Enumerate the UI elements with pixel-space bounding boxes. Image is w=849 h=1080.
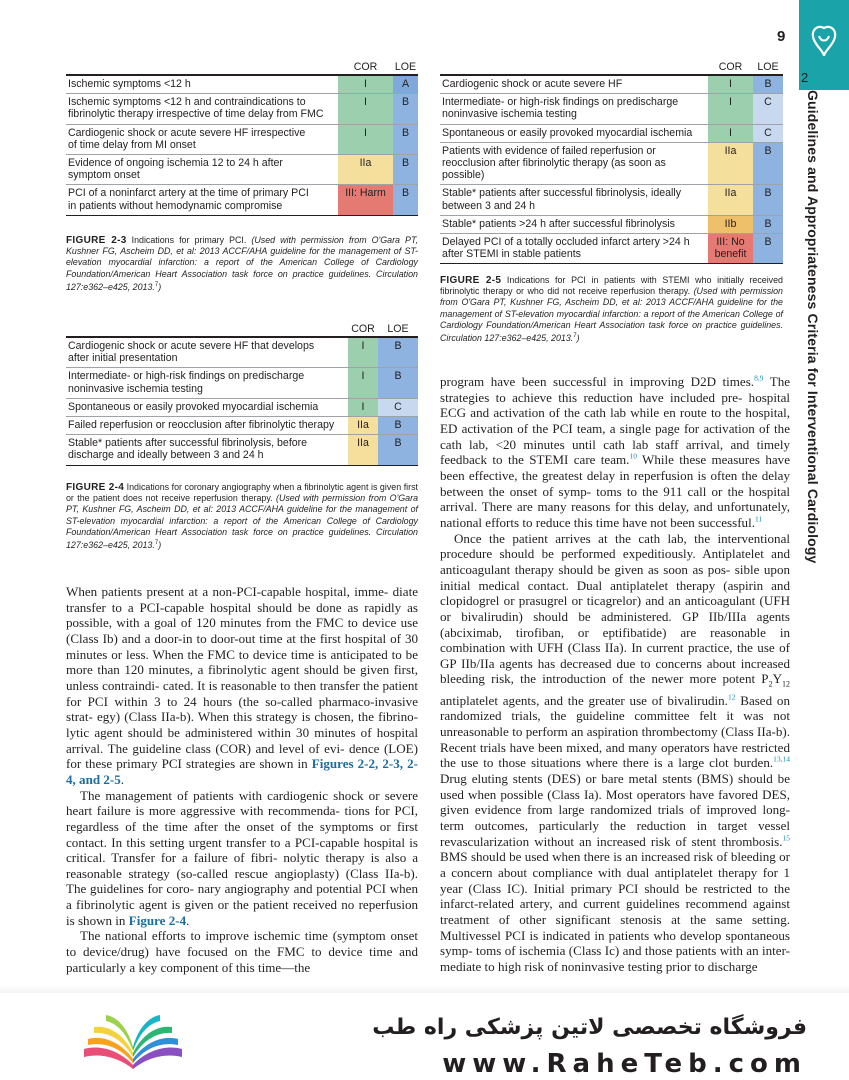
- text-line: those situations where there is a large clot burden.: [498, 755, 774, 771]
- caption-ref: 7: [573, 333, 577, 340]
- row-description: [68, 401, 350, 413]
- cor-cell: I: [338, 94, 393, 123]
- text-line: improved long-term outcomes, particularly the reduction in: [440, 802, 790, 833]
- text-line: and anticoagulant therapy should be given as soon as pos-: [440, 546, 790, 577]
- caption-source: (Used with permission from O'Gara PT, Kushner FG, Ascheim DD, et al: 2013 ACCF/AHA guideline for the management of ST-elevation myocardial infarction: a report of the American College of Cardiology Foundation/American Heart Association task force on practice guidelines. Circulation 127:e362–e425, 2013.: [66, 493, 419, 550]
- text-line: procedure should be performed expeditiously. Antiplatelet: [440, 546, 764, 562]
- row-description: [442, 236, 707, 260]
- cor-cell: IIa: [708, 143, 753, 185]
- row-description-line: after STEMI in stable patients: [442, 248, 581, 261]
- figure-2-5-caption: [440, 275, 783, 344]
- paragraph: [66, 584, 418, 788]
- loe-cell: B: [393, 185, 418, 214]
- row-description-line: fibrinolytic therapy irrespective of time delay from FMC: [68, 108, 324, 121]
- cor-cell: III: Harm: [338, 185, 393, 214]
- text-line: DES, given evidence from large randomized trials of: [440, 786, 791, 818]
- table-row: [440, 185, 783, 215]
- row-description: [442, 187, 707, 211]
- paragraph: [66, 788, 418, 929]
- row-description: [68, 419, 350, 431]
- text-line: Once the patient arrives at the cath lab, the interventional: [454, 530, 790, 546]
- subscript: 2: [768, 680, 773, 690]
- text-line: Drug: [440, 771, 467, 787]
- loe-header: LOE: [757, 61, 779, 73]
- row-description: [442, 218, 707, 230]
- row-description-line: reocclusion after fibrinolytic therapy (as soon as: [442, 156, 666, 169]
- text-line: tions for PCI, regardless of the time after the onset of the: [66, 803, 419, 834]
- text-line: toms to the 911 call or the hospital arrival. There are many: [440, 483, 790, 515]
- text-line: program have been successful in improving D2D times.: [440, 374, 755, 389]
- caption-end: ): [158, 539, 162, 550]
- text-line: arrival, and timely feedback to the STEMI care team.: [440, 436, 790, 468]
- text-line: toms of ischemia (Class Ic) and those patients with an inter-: [476, 943, 790, 959]
- loe-cell: B: [393, 155, 418, 184]
- text-line: onset to device/drug) have focused on the FMC to device: [66, 928, 418, 960]
- row-description: [442, 96, 707, 120]
- text-line: agent is given or the patient received no reperfusion is: [66, 897, 418, 928]
- row-description-line: in patients without hemodynamic compromise: [68, 199, 283, 212]
- text-line: reasons for this delay, and unfortunately, national efforts to: [440, 499, 790, 530]
- reference-number: 13,14: [773, 755, 790, 765]
- table-row: [440, 143, 783, 186]
- row-description-line: symptom onset: [68, 169, 140, 182]
- text-line: used when possible (Class Ia). Most operators have favored: [440, 786, 758, 802]
- row-description: [68, 78, 338, 90]
- advert-banner: [0, 993, 849, 1080]
- table-row: [66, 185, 418, 215]
- row-description-line: Cardiogenic shock or acute severe HF irrespective: [68, 126, 306, 139]
- caption-text: Indications for coronary angiography when a fibrinolytic agent is given first or the patient does not receive reperfusion therapy.: [66, 482, 418, 504]
- table-row: [440, 94, 783, 124]
- text-line: egy) (Class IIa-b). When this strategy is chosen, the fibrino-: [96, 709, 418, 725]
- text-line: to the hospital, ED activation of the PCI team, a single page: [440, 405, 790, 436]
- text-line: anticoagulant (UFH or bivalirudin) should be administered.: [440, 593, 791, 624]
- row-description-line: Delayed PCI of a totally occluded infarct artery >24 h: [442, 235, 690, 248]
- figure-link[interactable]: Figures 2-2, 2-3, 2-4, and 2-5: [66, 756, 419, 787]
- figure-2-4-caption: [66, 482, 418, 551]
- text-line: target vessel revascularization without an increased risk of: [440, 817, 790, 849]
- table-row: [66, 75, 418, 94]
- text-line: hospital arrival. The guideline class (COR) and level of evi-: [66, 724, 419, 756]
- text-line: within 3 to 24 hours (the so-called pharmaco-invasive strat-: [66, 693, 418, 725]
- caption-source: (Used with permission from O'Gara PT, Kushner FG, Ascheim DD, et al: 2013 ACCF/AHA guideline for the management of ST-elevation myocardial infarction: a report of the American College of Cardiology Foundation/American Heart Association task force on practice guidelines. Circulation 127:e362–e425, 2013.: [440, 286, 783, 343]
- text-line: The strategies to achieve this reduction have included pre-: [440, 374, 791, 405]
- text-line: hospital ECG and activation of the cath lab while en route: [440, 389, 790, 421]
- loe-cell: B: [753, 76, 783, 93]
- table-row: [66, 435, 418, 465]
- row-description-line: Cardiogenic shock or acute severe HF: [442, 78, 623, 90]
- text-line: rescue angioplasty) (Class IIa-b). The guidelines for coro-: [66, 865, 419, 897]
- chapter-number: 2: [801, 70, 809, 85]
- cor-cell: I: [338, 125, 393, 154]
- heart-logo-icon: [807, 22, 841, 62]
- text-line: severe heart failure is more aggressive with recommenda-: [66, 787, 419, 819]
- loe-cell: B: [753, 234, 783, 263]
- loe-cell: B: [378, 417, 418, 434]
- row-description-line: Stable* patients after successful fibrinolysis, before: [68, 437, 308, 450]
- chapter-side-title-text: Guidelines and Appropriateness Criteria for Interventional Cardiology: [805, 90, 821, 564]
- row-description: [68, 437, 350, 461]
- caption-ref: 7: [154, 281, 159, 288]
- table-header-row: [66, 322, 418, 337]
- text-line: for activation of the cath lab, <20 minutes until cath lab staff: [440, 420, 790, 452]
- row-description-line: Intermediate- or high-risk findings on predischarge: [442, 96, 679, 109]
- text-line: eluting stents (DES) or bare metal stents (BMS) should be: [471, 771, 790, 787]
- left-column-body: [66, 584, 418, 975]
- caption-label: FIGURE 2-4: [66, 482, 125, 493]
- text-line: The national efforts to improve ischemic time (symptom: [80, 928, 386, 944]
- text-line: other significant stenosis at the same setting. Multivessel PCI: [440, 911, 790, 943]
- table-row: [66, 337, 418, 368]
- text-line: antiplatelet agents, and the: [440, 692, 584, 708]
- row-description-line: possible): [442, 169, 485, 182]
- row-description: [68, 157, 338, 181]
- row-description: [68, 127, 338, 151]
- row-description: [68, 96, 338, 120]
- caption-end: ): [158, 281, 162, 292]
- loe-cell: B: [378, 435, 418, 464]
- row-description: [442, 145, 707, 182]
- table-row: [440, 125, 783, 143]
- row-description-line: discharge and ideally between 3 and 24 h: [68, 449, 264, 462]
- row-description-line: Spontaneous or easily provoked myocardial ischemia: [68, 400, 319, 413]
- text-line: increased risk of bleeding or a concern about compliance: [440, 849, 790, 880]
- row-description-line: of time delay from MI onset: [68, 138, 196, 151]
- text-line: reperfusion is often the delay between the onset of symp-: [440, 467, 790, 499]
- row-description: [68, 370, 350, 394]
- row-description-line: Stable* patients after successful fibrinolysis, ideally: [442, 187, 682, 200]
- reference-number: 15: [782, 833, 790, 843]
- caption-source: (Used with permission from O'Gara PT, Kushner FG, Ascheim DD, et al: 2013 ACCF/AHA guideline for the management of ST-elevation myocardial infarction: a report of the American College of Cardiology Foundation/American Heart Association task force on practice guidelines. Circulation 127:e362–e425, 2013.: [66, 235, 419, 292]
- row-description-line: Ischemic symptoms <12 h: [68, 78, 191, 90]
- text-line: and current guidelines recommend against treatment of: [440, 896, 790, 927]
- figure-2-5-table: [440, 60, 783, 264]
- text-line: with dual antiplatelet therapy for 1 year (Class IC). Initial: [440, 864, 790, 896]
- text-line: rapidly as possible, with a goal of 120 minutes from the FMC: [66, 599, 418, 631]
- paragraph: [440, 374, 790, 531]
- banner-url-link[interactable]: www.RaheTeb.com: [442, 1049, 807, 1079]
- loe-header: LOE: [387, 323, 409, 335]
- text-line: concerns about increased bleeding risk, the introduction of: [440, 655, 791, 687]
- text-line: The management of patients with cardiogenic shock or: [80, 787, 380, 803]
- text-line: BMS should be used when there is an: [440, 849, 638, 865]
- row-description-line: noninvasive ischemia testing: [442, 108, 577, 121]
- open-book-logo-icon: [78, 1005, 188, 1073]
- caption-label: FIGURE 2-5: [440, 275, 502, 286]
- right-column-body: [440, 374, 790, 975]
- table-row: [66, 155, 418, 185]
- text-line: to device use (Class Ib) and a door-in to door-out time at: [66, 615, 418, 646]
- figure-2-3-caption: [66, 235, 418, 293]
- reference-number: 12: [727, 692, 736, 702]
- cor-cell: I: [348, 399, 378, 416]
- text-line: cated. It is reasonable to then transfer the patient for PCI: [66, 677, 418, 709]
- cor-cell: IIa: [708, 185, 753, 214]
- text-line: symptoms or first contact. In this setting urgent transfer to a: [66, 818, 418, 850]
- table-row: [66, 368, 418, 398]
- row-description: [442, 127, 707, 139]
- loe-cell: C: [753, 125, 783, 142]
- caption-text: Indications for PCI in patients with STEMI who initially received fibrinolytic therapy or who did not receive reperfusion therapy.: [440, 275, 783, 297]
- cor-header: COR: [351, 323, 375, 335]
- figure-2-4-table: [66, 322, 418, 466]
- text-line: fibrinolytic agent should be given first, unless contraindi-: [66, 662, 418, 693]
- loe-cell: C: [378, 399, 418, 416]
- row-description: [442, 78, 707, 90]
- table-header-row: [66, 60, 418, 75]
- table-row: [440, 75, 783, 94]
- text-line: dence (LOE) for these primary PCI strategies are shown in: [66, 740, 418, 772]
- table-row: [66, 94, 418, 124]
- row-description-line: after initial presentation: [68, 352, 178, 365]
- row-description-line: noninvasive ischemia testing: [68, 382, 203, 395]
- caption-text: Indications for primary PCI.: [131, 235, 247, 245]
- loe-cell: B: [753, 143, 783, 185]
- text-line: .: [120, 771, 125, 787]
- table-row: [440, 216, 783, 234]
- caption-ref: 7: [154, 540, 159, 547]
- text-line: an aspiration thrombectomy (Class IIa-b). Recent trials have: [440, 724, 790, 755]
- text-line: nolytic therapy is also a reasonable strategy (so-called: [66, 850, 419, 881]
- table-row: [66, 399, 418, 417]
- cor-header: COR: [353, 61, 378, 73]
- text-line: When patients present at a non-PCI-capable hospital, imme-: [66, 584, 389, 599]
- cor-cell: I: [348, 338, 378, 367]
- row-description-line: Cardiogenic shock or acute severe HF that develops: [68, 340, 315, 352]
- loe-cell: B: [753, 216, 783, 233]
- cor-cell: I: [708, 76, 753, 93]
- cor-cell: IIa: [338, 155, 393, 184]
- row-description-line: Spontaneous or easily provoked myocardial ischemia: [442, 126, 693, 139]
- loe-cell: B: [753, 185, 783, 214]
- text-line: sible upon initial medical contact. Dual antiplatelet therapy: [440, 561, 791, 593]
- cor-cell: I: [708, 94, 753, 123]
- text-line: mediate to high risk of noninvasive testing prior to discharge: [440, 958, 758, 974]
- table-row: [440, 234, 783, 264]
- cor-cell: IIa: [348, 417, 378, 434]
- row-description-line: between 3 and 24 h: [442, 199, 536, 212]
- text-line: these measures have been effective, the greatest delay in: [440, 452, 790, 483]
- page-number: 9: [777, 28, 786, 45]
- row-description: [68, 340, 350, 364]
- text-line: been mixed, and many operators have restricted the use to: [440, 739, 790, 771]
- text-line: device time is anticipated to be more than 120 minutes, a: [66, 646, 418, 678]
- text-line: PCI-capable hospital is critical. Transfer for a failure of fibri-: [66, 834, 418, 866]
- text-line: GP IIb/IIIa agents (abciximab, tirofiban, or eptifibatide) are: [440, 608, 790, 640]
- text-line: practice, the use of GP IIb/IIa agents has decreased due to: [440, 640, 790, 671]
- text-line: nary angiography and potential PCI when a fibrinolytic: [66, 881, 418, 913]
- reference-number: 11: [754, 514, 763, 524]
- text-line: the newer more potent P: [629, 671, 769, 687]
- text-line: time and particularly a key component of this time—the: [66, 944, 418, 975]
- row-description-line: Intermediate- or high-risk findings on predischarge: [68, 370, 305, 383]
- cor-cell: IIa: [348, 435, 378, 464]
- chapter-side-title: [800, 90, 824, 564]
- loe-cell: A: [393, 76, 418, 93]
- caption-label: FIGURE 2-3: [66, 235, 127, 246]
- row-description-line: PCI of a noninfarct artery at the time of primary PCI: [68, 187, 309, 200]
- row-description-line: Ischemic symptoms <12 h and contraindications to: [68, 96, 306, 109]
- table-header-row: [440, 60, 783, 75]
- row-description-line: Stable* patients >24 h after successful fibrinolysis: [442, 217, 675, 230]
- text-line: shown in: [77, 912, 126, 928]
- cor-cell: I: [338, 76, 393, 93]
- text-line: is indicated in patients who develop spontaneous symp-: [440, 927, 791, 959]
- text-line: guideline committee felt it was not unreasonable to perform: [440, 708, 791, 740]
- text-line: primary PCI should be restricted to the infarct-related artery,: [440, 880, 790, 912]
- subscript: 12: [782, 680, 790, 690]
- cor-cell: IIb: [708, 216, 753, 233]
- loe-header: LOE: [394, 61, 417, 73]
- loe-cell: B: [393, 125, 418, 154]
- text-line: Based on randomized trials, the: [440, 692, 790, 724]
- cor-header: COR: [718, 61, 743, 73]
- cor-cell: I: [708, 125, 753, 142]
- text-line: stent thrombosis.: [691, 833, 783, 849]
- text-line: .: [186, 912, 190, 928]
- text-line: greater use of bivalirudin.: [588, 692, 728, 708]
- reference-number: 8,9: [754, 373, 764, 383]
- cor-cell: I: [348, 368, 378, 397]
- figure-2-3-table: [66, 60, 418, 216]
- reference-number: 10: [629, 451, 637, 461]
- text-line: lytic agent should be administered within 30 minutes of: [66, 724, 372, 740]
- caption-end: ): [576, 332, 580, 343]
- paragraph: Once the patient arrives at the cath lab, the interventional procedure should be performed expeditiously. Antiplatelet and anticoagulant therapy should be given as soon as pos- sible upon initial medical contact. Dual antiplatelet therapy (aspirin and clopidogrel or prasugrel or ticagrelor) and an anticoagulant (UFH or bivalirudin) should be administered. GP IIb/IIIa agents (abciximab, tirofiban, or eptifibatide) are reasonable in combination with UFH (Class IIa). In current practice, the use of GP IIb/IIa agents has decreased due to concerns about increased bleeding risk, the introduction of the newer more potent $P_2Y_{12}$ antiplatelet agents, and the greater use of bivalirudin.$^{12}$ Based on randomized trials, the guideline committee felt it was not unreasonable to perform an aspiration thrombectomy (Class IIa-b). Recent trials have been mixed, and many operators have restricted the use to those situations where there is a large clot burden.$^{13,14}$ Drug eluting stents (DES) or bare metal stents (BMS) should be used when possible (Class Ia). Most operators have favored DES, given evidence from large randomized trials of improved long-term outcomes, particularly the reduction in target vessel revascularization without an increased risk of stent thrombosis.$^{15}$ BMS should be used when there is an increased risk of bleeding or a concern about compliance with dual antiplatelet therapy for 1 year (Class IC). Initial primary PCI should be restricted to the infarct-related artery, and current guidelines recommend against treatment of other significant stenosis at the same setting. Multivessel PCI is indicated in patients who develop spontaneous symp- toms of ischemia (Class Ic) and those patients with an inter- mediate to high risk of noninvasive testing prior to discharge: [440, 530, 791, 974]
- loe-cell: B: [378, 338, 418, 367]
- text-line: While: [636, 452, 674, 468]
- cor-cell: III: No benefit: [708, 234, 753, 263]
- text-line: the first hospital of 30 minutes or less. When the FMC to: [66, 630, 419, 662]
- banner-persian-text: فروشگاه تخصصی لاتین پزشکی راه طب: [372, 1015, 807, 1040]
- figure-link[interactable]: Figure 2-4: [128, 912, 187, 928]
- paragraph: [66, 928, 418, 975]
- table-row: [66, 125, 418, 155]
- row-description: [68, 187, 338, 211]
- text-line: reasonable in combination with UFH (Class IIa). In current: [440, 624, 790, 656]
- text-line: (aspirin and clopidogrel or prasugrel or ticagrelor) and an: [440, 577, 790, 609]
- loe-cell: C: [753, 94, 783, 123]
- table-row: [66, 417, 418, 435]
- row-description-line: Patients with evidence of failed reperfusion or: [442, 144, 656, 157]
- row-description-line: Failed reperfusion or reocclusion after fibrinolytic therapy: [68, 418, 335, 431]
- text-line: diate transfer to a PCI-capable hospital should be done as: [66, 584, 418, 615]
- row-description-line: Evidence of ongoing ischemia 12 to 24 h after: [68, 156, 283, 169]
- text-line: reduce this time have not been successful.: [535, 514, 755, 530]
- loe-cell: B: [393, 94, 418, 123]
- loe-cell: B: [378, 368, 418, 397]
